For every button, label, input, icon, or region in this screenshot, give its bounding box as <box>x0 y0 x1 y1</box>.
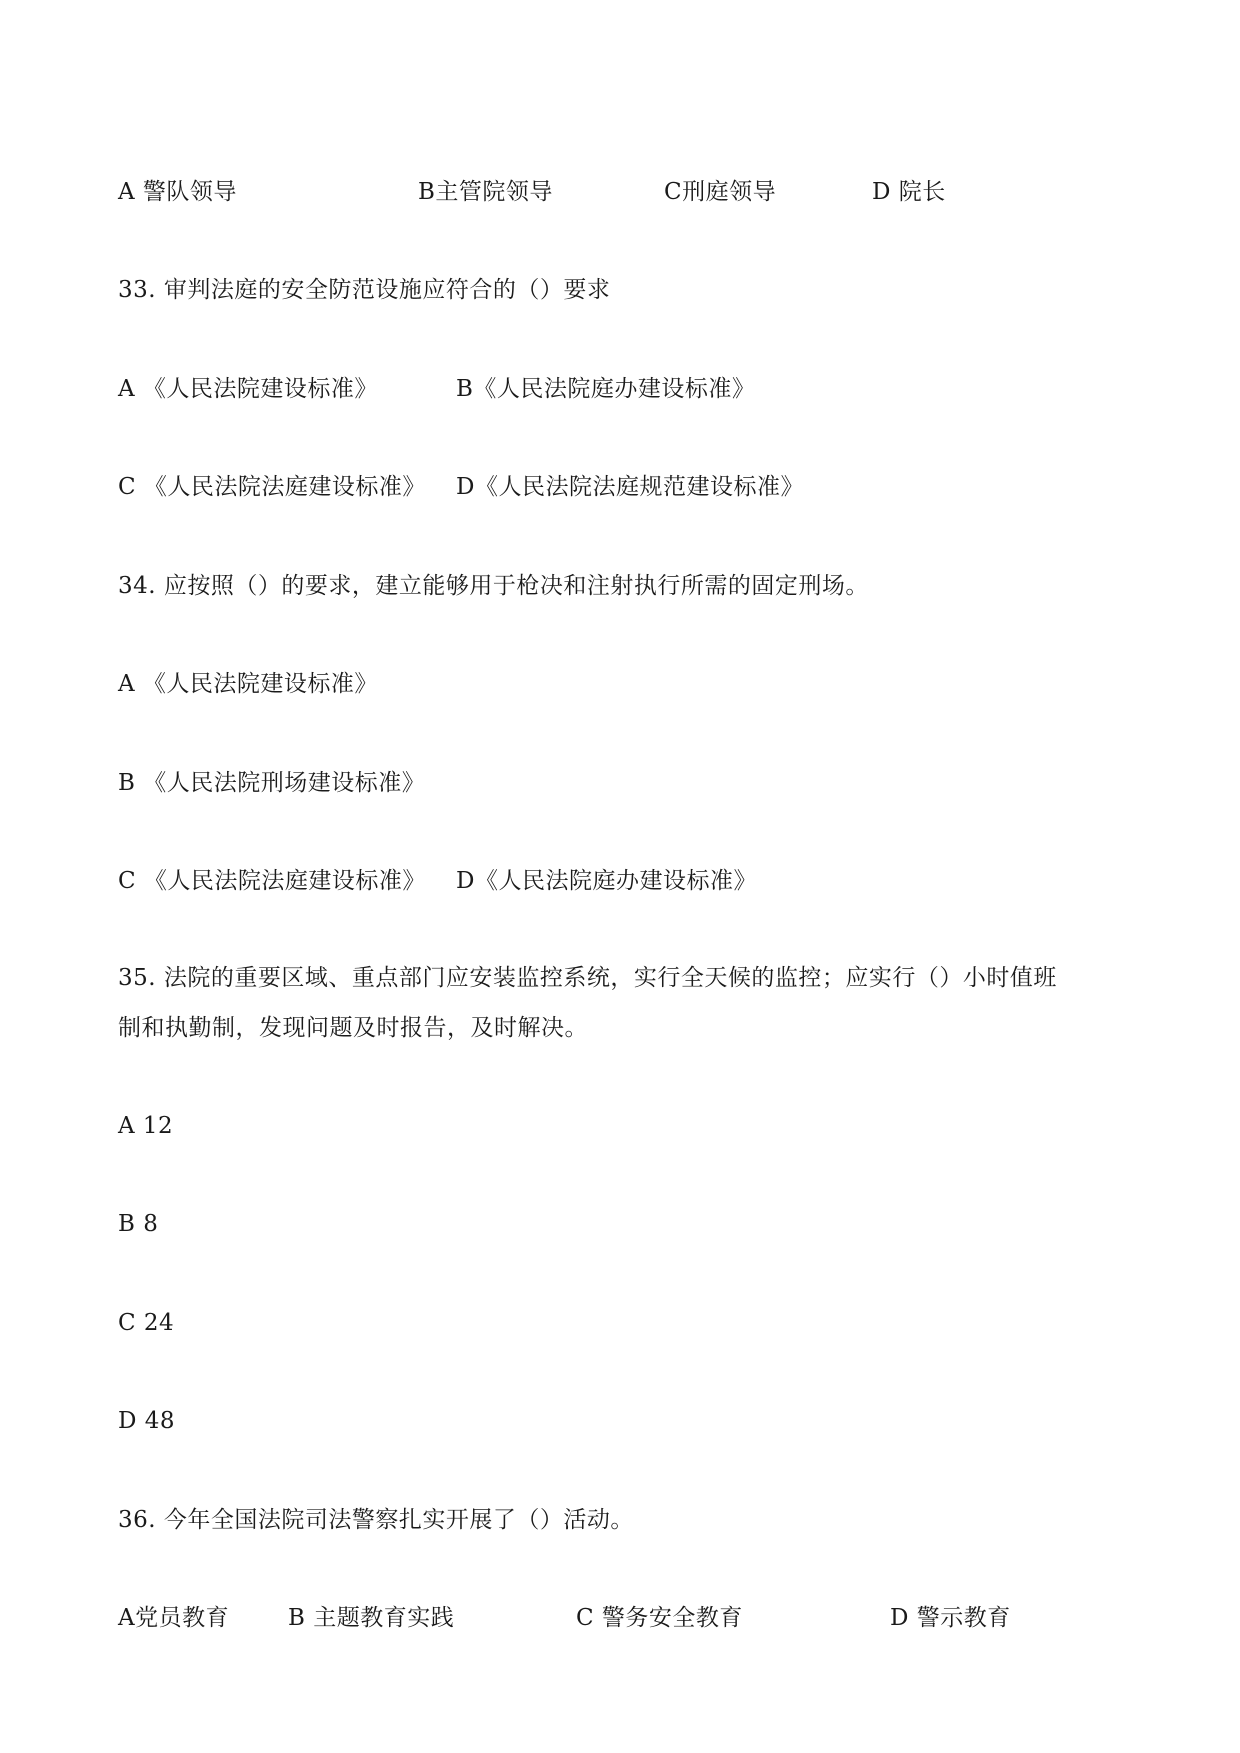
q32-option-d: D 院长 <box>872 179 946 205</box>
q34-option-b: B 《人民法院刑场建设标准》 <box>118 770 426 796</box>
q33-option-b: B《人民法院庭办建设标准》 <box>456 376 756 402</box>
q36-option-d: D 警示教育 <box>890 1605 1011 1631</box>
q35-stem-line2: 制和执勤制，发现问题及时报告，及时解决。 <box>118 1015 588 1041</box>
q36-option-b: B 主题教育实践 <box>288 1605 455 1631</box>
q35-stem-line1: 35. 法院的重要区域、重点部门应安装监控系统，实行全天候的监控；应实行（）小时值班 <box>118 965 1057 991</box>
q33-option-c: C 《人民法院法庭建设标准》 <box>118 474 426 500</box>
q33-option-d: D《人民法院法庭规范建设标准》 <box>456 474 804 500</box>
q34-option-a: A 《人民法院建设标准》 <box>118 671 378 697</box>
q35-option-d: D 48 <box>118 1408 176 1434</box>
q36-stem: 36. 今年全国法院司法警察扎实开展了（）活动。 <box>118 1507 634 1533</box>
q34-option-d: D《人民法院庭办建设标准》 <box>456 868 757 894</box>
q32-option-a: A 警队领导 <box>118 179 237 205</box>
q36-option-c: C 警务安全教育 <box>576 1605 743 1631</box>
q35-option-a: A 12 <box>118 1113 174 1139</box>
q32-option-c: C刑庭领导 <box>664 179 777 205</box>
q32-option-b: B主管院领导 <box>418 179 553 205</box>
q36-option-a: A党员教育 <box>118 1605 230 1631</box>
q33-option-a: A 《人民法院建设标准》 <box>118 376 378 402</box>
q35-option-b: B 8 <box>118 1211 159 1237</box>
q33-stem: 33. 审判法庭的安全防范设施应符合的（）要求 <box>118 277 611 303</box>
q35-option-c: C 24 <box>118 1310 175 1336</box>
q34-option-c: C 《人民法院法庭建设标准》 <box>118 868 426 894</box>
q34-stem: 34. 应按照（）的要求，建立能够用于枪决和注射执行所需的固定刑场。 <box>118 573 869 599</box>
